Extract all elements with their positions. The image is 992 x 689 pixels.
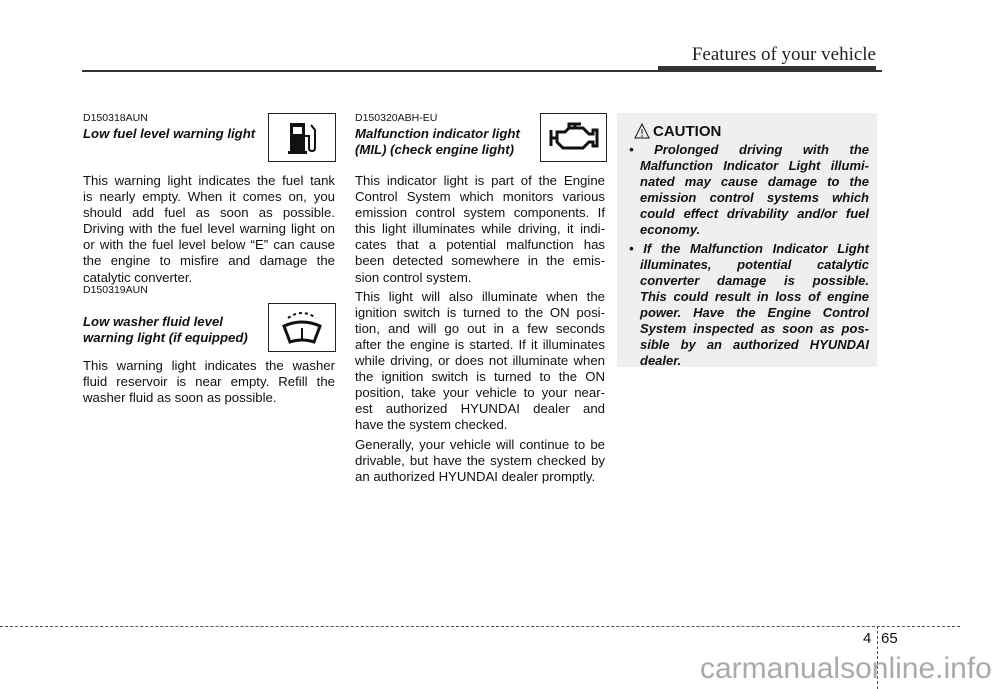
text-line: been detected somewhere in the emis- xyxy=(355,253,605,269)
section-code: D150318AUN xyxy=(83,112,148,124)
text-line: • If the Malfunction Indicator Light xyxy=(629,240,869,256)
washer-icon-box xyxy=(268,303,336,352)
text-line: cates that a potential malfunction has xyxy=(355,237,605,253)
text-line: economy. xyxy=(640,222,701,238)
section-code: D150319AUN xyxy=(83,284,148,296)
text-line: should add fuel as soon as possible. xyxy=(83,205,335,221)
text-line: emission control systems which xyxy=(640,190,869,206)
text-line: ignition switch is turned to the ON posi- xyxy=(355,304,605,320)
section-body xyxy=(83,173,335,286)
fuel-pump-icon xyxy=(282,118,322,158)
chapter-number: 4 xyxy=(863,630,872,647)
section-body xyxy=(83,358,335,406)
text-line: sible by an authorized HYUNDAI xyxy=(640,337,869,353)
text-line: (MIL) (check engine light) xyxy=(355,142,514,157)
text-line: sion control system. xyxy=(355,269,472,285)
text-line: dealer. xyxy=(640,353,682,369)
text-line: est authorized HYUNDAI dealer and xyxy=(355,401,605,417)
text-line: Control System which monitors various xyxy=(355,189,605,205)
text-line: This warning light indicates the washer xyxy=(83,358,335,373)
section-header: Features of your vehicle xyxy=(691,44,876,65)
caution-title: CAUTION xyxy=(653,123,722,140)
text-line: Driving with the fuel level warning light on xyxy=(83,221,335,237)
text-line: fluid reservoir is near empty. Refill the xyxy=(83,374,335,390)
text-line: Low fuel level warning light xyxy=(83,126,256,141)
text-line: emission control system components. If xyxy=(355,205,605,221)
text-line: washer fluid as soon as possible. xyxy=(83,390,277,406)
text-line: illuminates, potential catalytic xyxy=(640,256,869,272)
text-line: the engine to misfire and damage the xyxy=(83,253,335,269)
text-line: tion, and will go out in a few seconds xyxy=(355,320,605,336)
text-line: This indicator light is part of the Engine xyxy=(355,173,605,188)
text-line: converter damage is possible. xyxy=(640,272,869,288)
text-line: have the system checked. xyxy=(355,417,508,433)
text-line: drivable, but have the system checked by xyxy=(355,452,605,468)
section-title xyxy=(83,126,255,142)
text-line: This light will also illuminate when the xyxy=(355,288,605,304)
text-line: the ignition switch is turned to the ON xyxy=(355,369,605,385)
section-body xyxy=(355,173,605,485)
caution-body xyxy=(629,142,869,369)
text-line: position, take your vehicle to your near- xyxy=(355,385,605,401)
header-bar xyxy=(658,66,876,72)
text-line: System inspected as soon as pos- xyxy=(640,321,869,337)
section-title xyxy=(355,126,520,158)
text-line: or with the fuel level below “E” can cause xyxy=(83,237,335,253)
footer-rule xyxy=(0,626,960,627)
text-line: catalytic converter. xyxy=(83,269,193,285)
fuel-icon-box xyxy=(268,113,336,162)
text-line: after the engine is started. If it illuminates xyxy=(355,336,605,352)
text-line: power. Have the Engine Control xyxy=(640,304,869,320)
text-line: is nearly empty. When it comes on, you xyxy=(83,189,335,205)
warning-triangle-icon xyxy=(634,123,650,139)
section-title xyxy=(83,314,248,346)
page-number: 65 xyxy=(881,630,898,647)
text-line: this light illuminates while driving, it indi- xyxy=(355,221,605,237)
watermark: carmanualsonline.info xyxy=(700,652,992,685)
text-line: This warning light indicates the fuel tank xyxy=(83,173,335,188)
text-line: Low washer fluid level xyxy=(83,314,223,329)
text-line: Malfunction Indicator Light illumi- xyxy=(640,158,869,174)
text-line: warning light (if equipped) xyxy=(83,330,248,345)
section-code: D150320ABH-EU xyxy=(355,112,438,124)
text-line: while driving, or does not illuminate when xyxy=(355,353,605,369)
text-line: an authorized HYUNDAI dealer promptly. xyxy=(355,468,596,484)
caution-box xyxy=(617,113,877,367)
text-line: could effect drivability and/or fuel xyxy=(640,206,869,222)
text-line: This could result in loss of engine xyxy=(640,288,869,304)
text-line: Malfunction indicator light xyxy=(355,126,520,141)
text-line: Generally, your vehicle will continue to be xyxy=(355,436,605,452)
text-line: nated may cause damage to the xyxy=(640,174,869,190)
text-line: • Prolonged driving with the xyxy=(629,142,869,157)
check-engine-icon xyxy=(547,120,601,156)
engine-icon-box xyxy=(540,113,607,162)
washer-fluid-icon xyxy=(280,308,324,348)
